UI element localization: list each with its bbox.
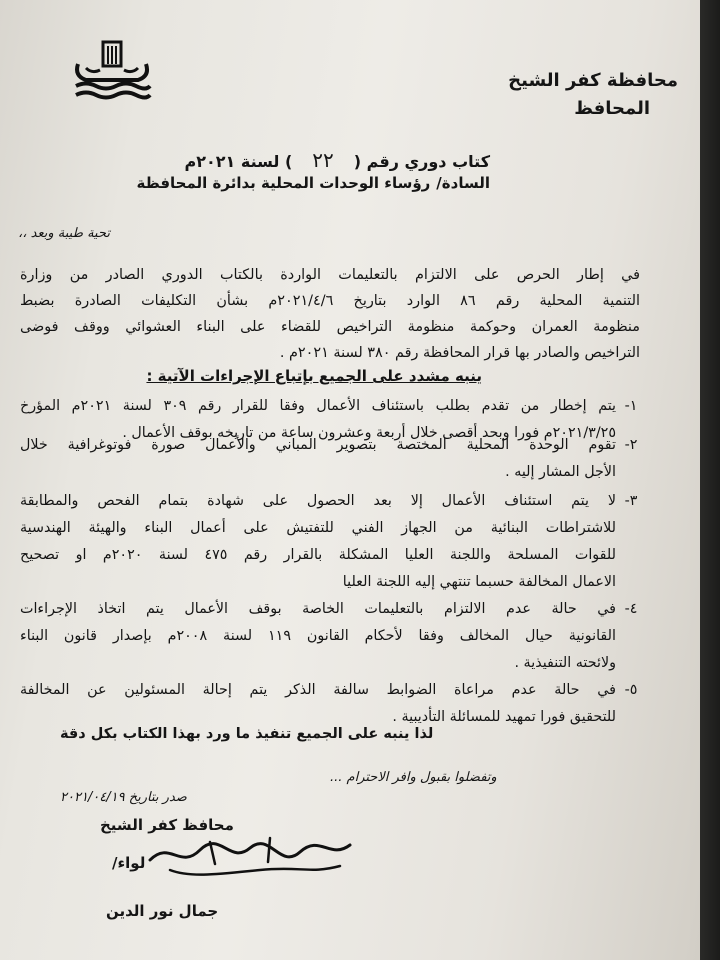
handwritten-signature bbox=[140, 830, 360, 890]
directive-item bbox=[20, 596, 640, 677]
item-line: للقوات المسلحة واللجنة العليا المشكلة بالقرار رقم ٤٧٥ لسنة ٢٠٢٠م او تصحيح bbox=[20, 547, 617, 563]
item-line: تقوم الوحدة المحلية المختصة بتصوير المباني والأعمال صورة فوتوغرافية خلال bbox=[20, 437, 616, 453]
closing-instruction: لذا ينبه على الجميع تنفيذ ما ورد بهذا الكتاب بكل دقة bbox=[60, 726, 434, 742]
governorate-name: محافظة كفر الشيخ bbox=[508, 70, 678, 91]
courtesy-line: وتفضلوا بقبول وافر الاحترام ... bbox=[330, 770, 497, 785]
intro-line: التراخيص والصادر بها قرار المحافظة رقم ٣٨٠ لسنة ٢٠٢١م . bbox=[279, 345, 640, 361]
greeting: تحية طيبة وبعد ،، bbox=[18, 226, 110, 241]
item-number: ٣- bbox=[624, 493, 638, 509]
item-line: للاشتراطات البنائية من الجهاز الفني للتفتيش على أعمال البناء والهيئة الهندسية bbox=[20, 520, 616, 536]
directive-item bbox=[20, 677, 640, 731]
item-line: في حالة عدم الالتزام بالتعليمات الخاصة بوقف الأعمال يتم اتخاذ الإجراءات bbox=[20, 601, 616, 617]
signatory-rank: لواء/ bbox=[112, 854, 146, 872]
item-number: ٤- bbox=[624, 601, 638, 617]
signatory-title: محافظ كفر الشيخ bbox=[100, 816, 234, 834]
office-name: المحافظ bbox=[574, 98, 650, 119]
reference-number: ٢٢ bbox=[312, 148, 334, 172]
governorate-emblem-icon bbox=[72, 40, 152, 102]
item-number: ٢- bbox=[624, 437, 638, 453]
reference-label: كتاب دوري رقم ( bbox=[353, 152, 490, 171]
signatory-name: جمال نور الدين bbox=[106, 902, 219, 920]
item-line: ولائحته التنفيذية . bbox=[514, 655, 616, 671]
item-line: الأجل المشار إليه . bbox=[505, 464, 616, 480]
item-line: في حالة عدم مراعاة الضوابط سالفة الذكر يتم إحالة المسئولين عن المخالفة bbox=[20, 682, 616, 698]
item-number: ١- bbox=[624, 398, 638, 414]
intro-line: في إطار الحرص على الالتزام بالتعليمات الواردة بالكتاب الدوري الصادر من وزارة bbox=[20, 267, 640, 283]
directive-item bbox=[20, 432, 640, 486]
issue-date: صدر بتاريخ ٢٠٢١/٠٤/١٩ bbox=[60, 790, 187, 805]
addressee-label: السادة/ bbox=[436, 174, 490, 192]
intro-line: منظومة العمران وحوكمة منظومة التراخيص للقضاء على البناء العشوائي ووقف فوضى bbox=[20, 319, 640, 335]
reference-year: ) لسنة ٢٠٢١م bbox=[184, 152, 293, 171]
item-line: يتم إخطار من تقدم بطلب باستئناف الأعمال وفقا للقرار رقم ٣٠٩ لسنة ٢٠٢١م المؤرخ bbox=[20, 398, 617, 414]
directive-item bbox=[20, 488, 640, 596]
intro-line: التنمية المحلية رقم ٨٦ الوارد بتاريخ ٢٠٢١/٤/٦م بشأن التكليفات الصادرة بضبط bbox=[20, 293, 640, 309]
intro-paragraph bbox=[20, 262, 640, 366]
directive-header: ينبه مشدد على الجميع بإتباع الإجراءات الآتية : bbox=[146, 367, 482, 385]
circular-reference bbox=[185, 148, 490, 172]
item-line: لا يتم استئناف الأعمال إلا بعد الحصول على شهادة بتمام الفحص والمطابقة bbox=[20, 493, 616, 509]
item-line: ٢٠٢١/٣/٢٥م فورا وبحد أقصى خلال أربعة وعشرون ساعة من تاريخه بوقف الأعمال . bbox=[122, 425, 616, 441]
page-edge-shadow bbox=[700, 0, 720, 960]
item-number: ٥- bbox=[624, 682, 638, 698]
item-line: القانونية حيال المخالف وفقا لأحكام القانون ١١٩ لسنة ٢٠٠٨م بإصدار قانون البناء bbox=[20, 628, 616, 644]
addressee bbox=[136, 174, 490, 192]
addressee-name: رؤساء الوحدات المحلية بدائرة المحافظة bbox=[136, 174, 431, 192]
item-line: الاعمال المخالفة حسبما تنتهي إليه اللجنة العليا bbox=[342, 574, 616, 590]
item-line: للتحقيق فورا تمهيد للمسائلة التأديبية . bbox=[392, 709, 616, 725]
